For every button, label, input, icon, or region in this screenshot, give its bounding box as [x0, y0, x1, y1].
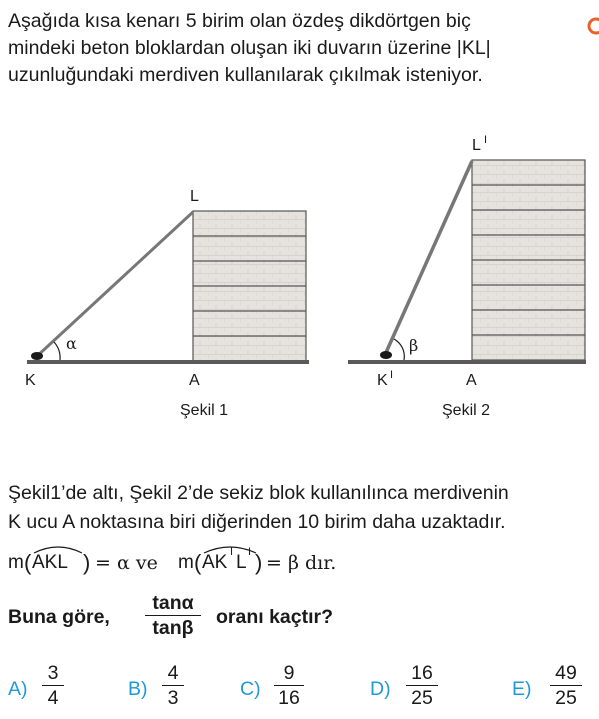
ladder-foot-2: [380, 351, 392, 359]
choice-letter: C): [240, 678, 261, 700]
angle-alpha: α: [66, 334, 77, 353]
tan-alpha: tanα: [152, 592, 194, 614]
intro-line-3: uzunluğundaki merdiven kullanılarak çıkılmak isteniyor.: [8, 64, 483, 86]
m-1: m: [8, 552, 24, 573]
fraction-bar: [42, 685, 64, 686]
label-a-1: A: [189, 372, 200, 389]
body-line-1: Şekil1’de altı, Şekil 2’de sekiz blok kullanılınca merdivenin: [8, 482, 509, 504]
choice-num: 16: [411, 662, 433, 684]
arc-akl: AKL: [32, 552, 68, 573]
label-k-1: K: [25, 372, 36, 389]
choice-letter: E): [512, 678, 532, 700]
problem-intro: [8, 8, 599, 89]
figure-1: [25, 188, 309, 419]
arc-prime-2: I: [248, 546, 252, 558]
arc-l: L: [236, 552, 247, 573]
figure-2: [348, 134, 586, 419]
intro-line-1: Aşağıda kısa kenarı 5 birim olan özdeş dikdörtgen biç: [8, 10, 471, 32]
choice-num: 4: [167, 662, 179, 684]
fraction-bar: [550, 685, 582, 686]
ladder-2: [384, 161, 472, 357]
choice-den: 4: [47, 687, 59, 709]
paren-open-2: (: [194, 550, 202, 575]
angle-beta: β: [409, 336, 419, 355]
ladder-figure: [0, 125, 599, 425]
label-a-2: A: [466, 372, 477, 389]
body-line-2: K ucu A noktasına biri diğerinden 10 birim daha uzaktadır.: [8, 511, 506, 533]
intro-line-2: mindeki beton bloklardan oluşan iki duvarın üzerine |KL|: [8, 37, 491, 59]
eq-2: = β dır.: [266, 552, 337, 574]
ground-1: [27, 360, 309, 364]
choice-den: 25: [555, 687, 577, 709]
arc-ak: AK: [202, 552, 228, 573]
paren-close-1: ): [83, 550, 91, 575]
choice-num: 3: [47, 662, 59, 684]
label-l-2: L: [472, 137, 481, 154]
fraction-bar: [162, 685, 184, 686]
choice-letter: D): [370, 678, 391, 700]
choice-den: 16: [278, 687, 300, 709]
tan-ratio: [145, 592, 201, 639]
fraction-bar: [145, 615, 201, 616]
arc-mark-1: [32, 544, 84, 554]
partial-logo-icon: [586, 16, 599, 36]
paren-open-1: (: [24, 550, 32, 575]
tan-beta: tanβ: [152, 617, 194, 639]
arc-mark-2: [202, 544, 258, 554]
fraction-bar: [406, 685, 438, 686]
question-prefix: Buna göre,: [8, 606, 110, 628]
ladder-1: [35, 212, 193, 358]
m-2: m: [178, 552, 194, 573]
label-l-1: L: [190, 188, 199, 205]
paren-close-2: ): [255, 550, 263, 575]
label-k-prime: I: [390, 369, 394, 381]
ground-2: [348, 360, 586, 364]
choice-den: 25: [411, 687, 433, 709]
label-k-2: K: [377, 372, 388, 389]
eq-1: = α ve: [95, 552, 158, 574]
choice-num: 49: [555, 662, 577, 684]
fraction-bar: [274, 685, 304, 686]
ladder-foot-1: [31, 352, 43, 360]
arc-prime-1: I: [230, 546, 234, 558]
label-l-prime: I: [484, 134, 488, 146]
caption-2: Şekil 2: [442, 402, 491, 419]
choice-den: 3: [167, 687, 179, 709]
choice-num: 9: [283, 662, 295, 684]
caption-1: Şekil 1: [180, 402, 229, 419]
choice-letter: A): [8, 678, 28, 700]
question-suffix: oranı kaçtır?: [216, 606, 334, 628]
choice-letter: B): [128, 678, 148, 700]
